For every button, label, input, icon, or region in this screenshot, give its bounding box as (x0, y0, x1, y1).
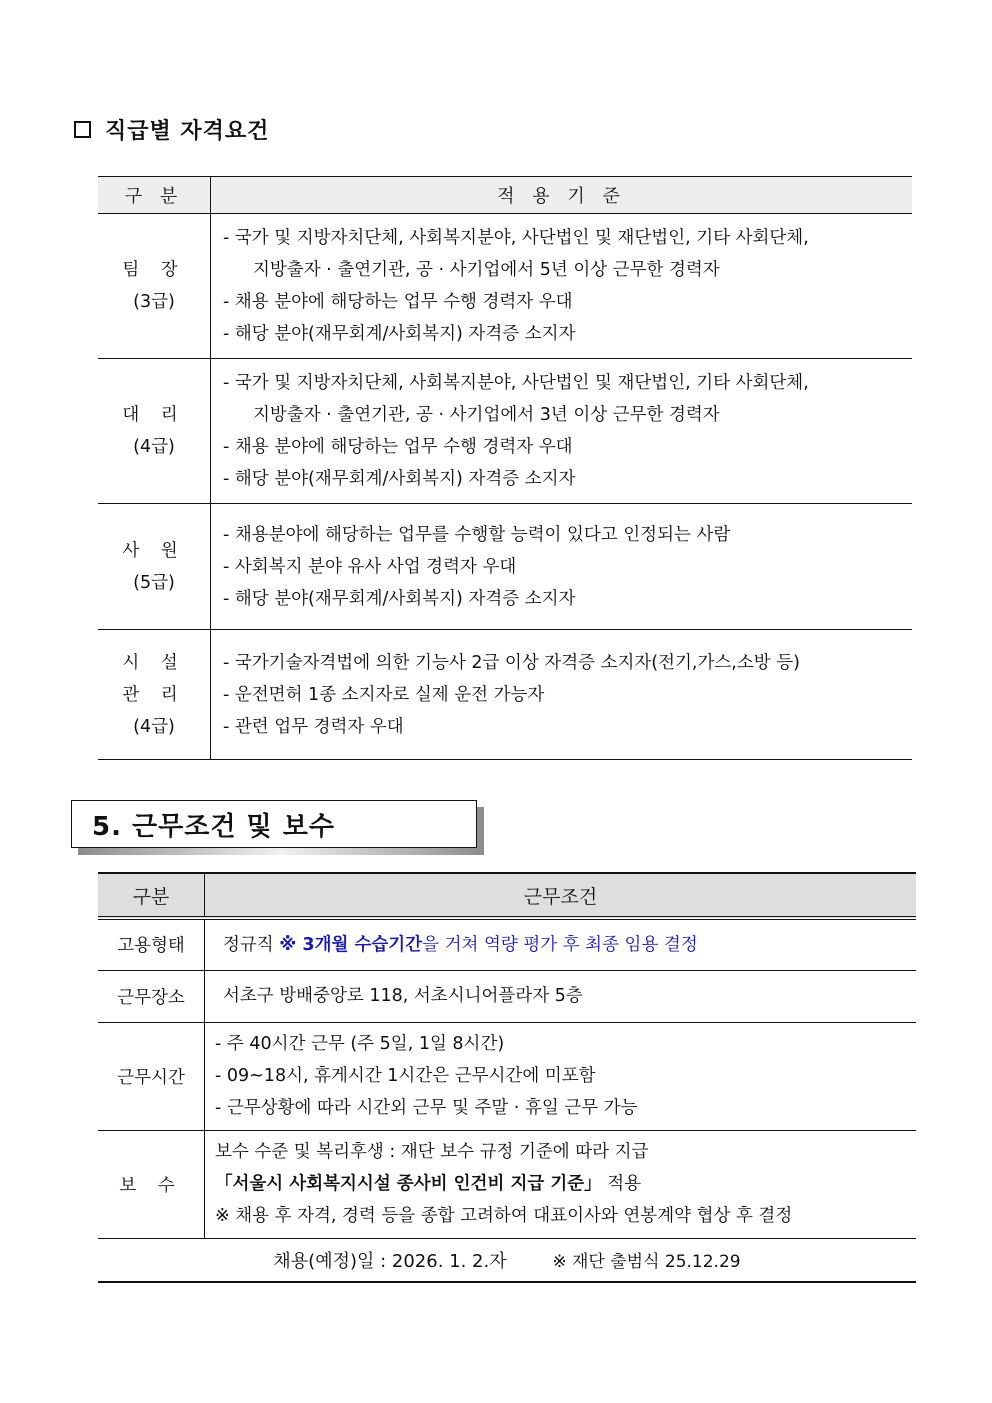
table-row-pay (98, 1130, 916, 1238)
table-row-hours (98, 1022, 916, 1130)
pay-line: ※ 채용 후 자격, 경력 등을 종합 고려하여 대표이사와 연봉계약 협상 후 결정 (215, 1206, 793, 1226)
hours-line: - 근무상황에 따라 시간외 근무 및 주말 · 휴일 근무 가능 (215, 1098, 638, 1118)
grade-name: 사 원 (122, 540, 186, 561)
criteria-cell (211, 359, 913, 504)
grade-level: (5급) (133, 572, 175, 593)
criteria-line: - 관련 업무 경력자 우대 (223, 716, 404, 737)
probation-note-bold: ※ 3개월 수습기간 (279, 934, 423, 955)
header-category: 구분 (98, 873, 205, 918)
criteria-line: - 채용분야에 해당하는 업무를 수행할 능력이 있다고 인정되는 사람 (223, 524, 731, 545)
header-category: 구 분 (98, 177, 211, 214)
criteria-line: - 해당 분야(재무회계/사회복지) 자격증 소지자 (223, 588, 576, 609)
criteria-line: - 해당 분야(재무회계/사회복지) 자격증 소지자 (223, 324, 576, 344)
probation-note-rest: 을 거쳐 역량 평가 후 최종 임용 결정 (422, 934, 698, 955)
hours-line: - 주 40시간 근무 (주 5일, 1일 8시간) (215, 1034, 505, 1054)
table-row (98, 214, 912, 359)
criteria-line: - 해당 분야(재무회계/사회복지) 자격증 소지자 (223, 469, 576, 489)
criteria-line: - 국가 및 지방자치단체, 사회복지분야, 사단법인 및 재단법인, 기타 사회단체, (223, 373, 809, 393)
criteria-line: - 채용 분야에 해당하는 업무 수행 경력자 우대 (223, 292, 573, 312)
checkbox-square-icon (74, 121, 91, 138)
header-conditions: 근무조건 (205, 873, 917, 918)
criteria-cell (211, 214, 913, 359)
employment-type-text: 정규직 (223, 934, 274, 955)
criteria-line: - 국가기술자격법에 의한 기능사 2급 이상 자격증 소지자(전기,가스,소방 등) (223, 652, 800, 673)
grade-cell (98, 630, 211, 760)
header-criteria: 적 용 기 준 (211, 177, 913, 214)
table-row (98, 630, 912, 760)
hours-line: - 09~18시, 휴게시간 1시간은 근무시간에 미포함 (215, 1066, 596, 1086)
table-footer-row (98, 1238, 916, 1282)
row-label: 근무시간 (98, 1022, 205, 1130)
criteria-cell (211, 504, 913, 630)
grade-name: 시 설 (122, 652, 186, 673)
hire-date: 채용(예정)일 : 2026. 1. 2.자 (273, 1250, 507, 1272)
grade-cell (98, 504, 211, 630)
qualifications-section-title (74, 114, 269, 145)
criteria-line: 지방출자 · 출연기관, 공 · 사기업에서 5년 이상 근무한 경력자 (253, 260, 720, 280)
pay-line: 보수 수준 및 복리후생 : 재단 보수 규정 기준에 따라 지급 (215, 1142, 649, 1162)
table-row (98, 504, 912, 630)
grade-level: (4급) (133, 437, 175, 457)
table-header-row (98, 873, 916, 918)
working-conditions-section-title: 5. 근무조건 및 보수 (71, 800, 477, 848)
pay-line (215, 1168, 916, 1200)
hours-value (205, 1022, 917, 1130)
criteria-line: 지방출자 · 출연기관, 공 · 사기업에서 3년 이상 근무한 경력자 (253, 405, 720, 425)
employment-type-value (205, 918, 917, 970)
grade-level: (3급) (133, 292, 175, 312)
criteria-line: - 사회복지 분야 유사 사업 경력자 우대 (223, 556, 517, 577)
working-conditions-table (98, 872, 916, 1283)
criteria-line: - 운전면허 1종 소지자로 실제 운전 가능자 (223, 684, 545, 705)
qualifications-table (98, 176, 912, 760)
grade-name: 대 리 (122, 405, 186, 425)
grade-name: 관 리 (122, 684, 186, 705)
launch-ceremony-note: ※ 재단 출범식 25.12.29 (552, 1251, 741, 1272)
criteria-cell (211, 630, 913, 760)
pay-value (205, 1130, 917, 1238)
row-label: 고용형태 (98, 918, 205, 970)
pay-standard-bold: 「서울시 사회복지시설 종사비 인건비 지급 기준」 (215, 1174, 602, 1194)
criteria-line: - 국가 및 지방자치단체, 사회복지분야, 사단법인 및 재단법인, 기타 사회단체, (223, 228, 809, 248)
grade-cell (98, 359, 211, 504)
pay-standard-rest: 적용 (601, 1174, 642, 1194)
hire-date-cell (98, 1238, 916, 1282)
qualifications-title-text: 직급별 자격요건 (105, 119, 270, 144)
table-header-row (98, 177, 912, 214)
row-label: 근무장소 (98, 970, 205, 1022)
table-row-employment-type (98, 918, 916, 970)
table-row (98, 359, 912, 504)
grade-level: (4급) (133, 716, 175, 737)
row-label: 보 수 (98, 1130, 205, 1238)
criteria-line: - 채용 분야에 해당하는 업무 수행 경력자 우대 (223, 437, 573, 457)
grade-name: 팀 장 (122, 260, 186, 280)
grade-cell (98, 214, 211, 359)
location-value: 서초구 방배중앙로 118, 서초시니어플라자 5층 (205, 970, 917, 1022)
table-row-location (98, 970, 916, 1022)
